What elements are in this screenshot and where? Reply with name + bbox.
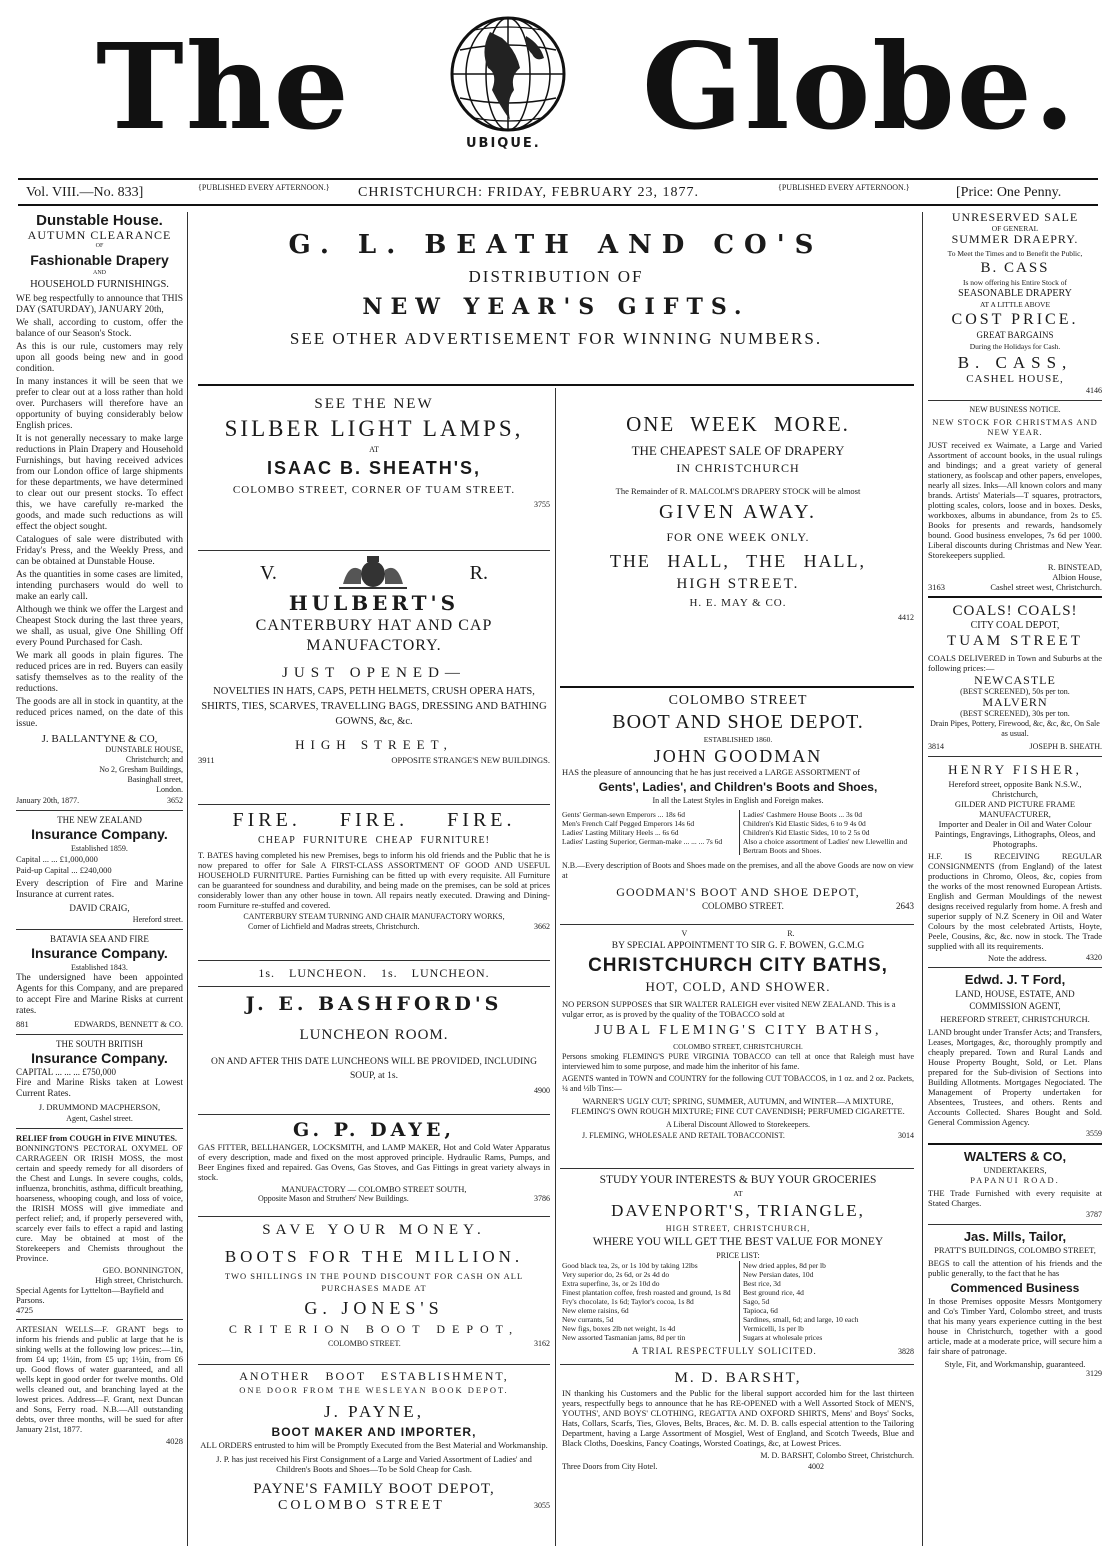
ad-paragraph: ARTESIAN WELLS—F. GRANT begs to inform his friends and public at large that he is sinking wells at the following low prices:—1in, from £4 up; 1½in, from £5 up; 1½in, from £6 up. Good flows of water guaranteed, and all wells kept in good order for twelve months. Old wells cleaned out, and branching layed at the lowest prices. Address—F. Grant, next Duncan and Sons, Ferry road. N.B.—All outstanding debts, over three months, will be sued for after January 21st, 1877. (16, 1324, 183, 1434)
ad-line: FOR ONE WEEK ONLY. (666, 530, 810, 544)
ad-title: Insurance Company. (31, 1050, 168, 1066)
ad-paragraph: Catalogues of sale were distributed with Friday's Press, and the Weekly Press, and can be obtained at Dunstable House. (16, 535, 183, 567)
ad-title: SAVE YOUR MONEY. (262, 1222, 486, 1238)
ad-address: HIGH STREET, CHRISTCHURCH, (665, 1224, 811, 1233)
ad-line: MALVERN (982, 695, 1048, 709)
royal-arms-icon (333, 556, 413, 590)
ad-name: J. PAYNE, (324, 1402, 424, 1421)
list-item: Gents' German-sewn Emperors ... 18s 6d (562, 810, 685, 819)
ad-paragraph: THE Trade Furnished with every requisite at Stated Charges. (928, 1188, 1102, 1208)
masthead-title-right: Globe. (642, 17, 1077, 156)
list-item: Men's French Calf Pegged Emperors 14s 6d (562, 819, 695, 828)
ad-address: HEREFORD STREET, CHRISTCHURCH. (940, 1014, 1090, 1024)
list-item: Also a choice assortment of Ladies' new Llewellin and Bertram Boots and Shoes. (743, 837, 908, 855)
ad-address: PRATT'S BUILDINGS, COLOMBO STREET, (934, 1245, 1096, 1255)
ad-capital: Capital ... ... £1,000,000 (16, 854, 98, 864)
list-item: Best rice, 3d (743, 1279, 781, 1288)
ad-line: CITY COAL DEPOT, (970, 620, 1060, 631)
ad-paragraph: ON AND AFTER THIS DATE LUNCHEONS WILL BE PROVIDED, INCLUDING SOUP, at 1s. (211, 1057, 537, 1081)
ad-subtitle: HOUSEHOLD FURNISHINGS. (30, 279, 169, 290)
ad-address: Hereford street. (132, 915, 183, 924)
ad-paragraph: J. P. has just received his First Consignment of a Large and Varied Assortment of Ladies' and Children's Boots and Shoes—To be Sold Cheap for Cash. (216, 1454, 532, 1474)
ad-line: BOOT MAKER AND IMPORTER, (271, 1425, 477, 1439)
ad-address: Cashel street west, Christchurch. (990, 582, 1102, 592)
masthead-title-left: The (96, 17, 351, 156)
ad-line: UNDERTAKERS, (983, 1165, 1047, 1175)
ad-number: 4002 (808, 1462, 824, 1471)
list-item: Sardines, small, 6d; and large, 10 each (743, 1315, 859, 1324)
ad-agent: EDWARDS, BENNETT & CO. (74, 1019, 183, 1029)
ad-address: HIGH STREET, (295, 737, 453, 752)
ad-name: HENRY FISHER, (948, 762, 1082, 777)
ad-bashford-luncheon (198, 964, 550, 1112)
ad-name: ISAAC B. SHEATH'S, (267, 458, 481, 478)
list-item: Good black tea, 2s, or 1s 10d by taking 12lbs (562, 1261, 698, 1270)
ad-capital: CAPITAL ... ... ... £750,000 (16, 1067, 116, 1077)
list-item: Children's Kid Elastic Sides, 6 to 9 4s 0d (743, 819, 866, 828)
ad-city-coal-depot (928, 602, 1102, 752)
ad-paragraph: TWO SHILLINGS IN THE POUND DISCOUNT FOR CASH ON ALL PURCHASES MADE AT (224, 1271, 524, 1293)
ad-line: SUMMER DRAEPRY. (951, 232, 1079, 246)
ad-line: IN CHRISTCHURCH (676, 461, 800, 475)
ad-name: G. P. DAYE, (292, 1119, 456, 1141)
ad-title: Insurance Company. (31, 826, 168, 842)
ad-sheath-lamps (198, 394, 550, 544)
ad-line: THE CHEAPEST SALE OF DRAPERY (631, 443, 845, 458)
ad-address: Corner of Lichfield and Madras streets, Christchurch. (248, 922, 420, 931)
list-item: New dried apples, 8d per lb (743, 1261, 826, 1270)
ad-number: 3828 (898, 1347, 914, 1356)
ad-goodman-boots (562, 692, 914, 920)
ad-line: A TRIAL RESPECTFULLY SOLICITED. (632, 1346, 817, 1356)
ad-paragraph: Importer and Dealer in Oil and Water Colour Paintings, Engravings, Lithographs, Oleos, and Photographs. (934, 819, 1096, 849)
ad-firm-name: J. BALLANTYNE & CO, (41, 733, 158, 745)
ad-line: WHERE YOU WILL GET THE BEST VALUE FOR MONEY (592, 1236, 884, 1248)
ad-paragraph: GAS FITTER, BELLHANGER, LOCKSMITH, and LAMP MAKER, Hot and Cold Water Apparatus of every description, made and fixed on the most approved principle. Hydraulic Rams, Pumps, and Beer Engines fixed and repaired. Gas Ovens, Gas Stoves, and Gas Fittings in great variety always in stock. (198, 1142, 550, 1182)
price-list (562, 810, 914, 855)
list-item: Ladies' Lasting Military Heels ... 6s 6d (562, 828, 679, 837)
ad-address: OPPOSITE STRANGE'S NEW BUILDINGS. (391, 755, 550, 765)
right-column (922, 212, 1102, 1546)
ad-line: PAYNE'S FAMILY BOOT DEPOT, (253, 1481, 495, 1497)
ad-paragraph: Although we think we offer the Largest and Cheapest Stock during the last three years, we shall, as usual, give One Shilling Off every Pound Purchased for Cash. (16, 605, 183, 648)
ad-subtitle: Fashionable Drapery (30, 252, 169, 268)
ad-date: January 20th, 1877. (16, 796, 80, 805)
price: [Price: One Penny. (956, 185, 1062, 200)
ad-number: 3055 (534, 1501, 550, 1510)
ad-name: B. CASS (980, 260, 1050, 276)
ad-line: LAND, HOUSE, ESTATE, AND COMMISSION AGENT, (955, 989, 1075, 1011)
ad-payne-boots (198, 1368, 550, 1544)
ad-address: High street, Christchurch. (95, 1275, 183, 1285)
ad-capital: Paid-up Capital ... £240,000 (16, 865, 112, 875)
ad-line: HOT, COLD, AND SHOWER. (645, 979, 831, 994)
ad-address: Albion House, (1052, 572, 1102, 582)
ad-paragraph: As the quantities in some cases are limited, intending purchasers would do well to make an early call. (16, 570, 183, 602)
ad-address: Hereford street, opposite Bank N.S.W., Christchurch, (948, 779, 1082, 799)
ad-line: GILDER AND PICTURE FRAME MANUFACTURER, (954, 799, 1076, 819)
ad-jones-boots (198, 1220, 550, 1362)
ad-paragraph: LAND brought under Transfer Acts; and Transfers, Leases, Mortgages, &c, thoroughly promptly and cheaply prepared. Town and Rural Lands and House Property Bought, Sold, or Let. Plans prepared for the Sub-division of Sections into Building Allotments. Mortgages Negociated. The Management of Property undertaken for Absentees, Trustees, and others. Rents and Accounts Collected. Shares Bought and Sold. General Commission Agency. (928, 1027, 1102, 1127)
ad-address: COLOMBO STREET, CORNER OF TUAM STREET. (232, 484, 516, 496)
ad-paragraph: Persons smoking FLEMING'S PURE VIRGINIA TOBACCO can tell at once that Raleigh must have interviewed him to some purpose, and made him the inheritor of his fame. (562, 1052, 914, 1071)
ad-title: UNRESERVED SALE (951, 212, 1079, 224)
ad-address: COLOMBO STREET. (702, 901, 784, 911)
ad-title: STUDY YOUR INTERESTS & BUY YOUR GROCERIES (599, 1174, 877, 1186)
list-item: New assorted Tasmanian jams, 8d per tin (562, 1333, 686, 1342)
ad-line: Style, Fit, and Workmanship, guaranteed. (944, 1359, 1086, 1369)
ad-paragraph: It is not generally necessary to make large reductions in Plain Drapery and Household Furnishings, but having received advices from our London office of large shipments for these departments, we have determined to clear out our present stocks. To effect this, we have carefully re-marked the goods, and made such reductions as will effect the object sought. (16, 434, 183, 532)
ad-line: ANOTHER BOOT ESTABLISHMENT, (239, 1369, 509, 1383)
ad-title: RELIEF from COUGH in FIVE MINUTES. (16, 1133, 178, 1143)
ad-signature: M. D. BARSHT, Colombo Street, Christchurch. (760, 1451, 914, 1460)
ad-line: SEE OTHER ADVERTISEMENT FOR WINNING NUMBERS. (289, 329, 823, 348)
list-item: Finest plantation coffee, fresh roasted and ground, 1s 8d (562, 1288, 731, 1297)
ad-line: BOOTS FOR THE MILLION. (224, 1247, 524, 1266)
ad-address: MANUFACTORY — COLOMBO STREET SOUTH, (281, 1184, 467, 1194)
ad-title: ONE WEEK MORE. (626, 412, 850, 436)
ad-subtitle: CHEAP FURNITURE CHEAP FURNITURE! (258, 835, 490, 846)
ad-paragraph: The undersigned have been appointed Agents for this Company, and are prepared to accept Fire and Marine Risks at current rates. (16, 973, 183, 1016)
list-item: Vermicelli, 1s per lb (743, 1324, 804, 1333)
issue-date: CHRISTCHURCH: FRIDAY, FEBRUARY 23, 1877. (358, 185, 699, 200)
list-item: New eleme raisins, 6d (562, 1306, 629, 1315)
ad-dunstable-house (16, 212, 183, 806)
ad-paragraph: WE beg respectfully to announce that THIS DAY (SATURDAY), JANUARY 20th, (16, 294, 183, 315)
ad-paragraph: Every description of Fire and Marine Insurance at current rates. (16, 879, 183, 900)
ad-paragraph: HAS the pleasure of announcing that he has just received a LARGE ASSORTMENT of (562, 767, 860, 777)
ad-address: London. (156, 785, 183, 794)
ad-number: 3652 (167, 796, 183, 805)
ad-connector: AND (93, 270, 106, 276)
ad-name: Jas. Mills, Tailor, (963, 1229, 1067, 1244)
ad-royal-initial: V. (260, 561, 277, 584)
list-item: Children's Kid Elastic Sides, 10 to 2 5s 0d (743, 828, 870, 837)
ad-address: Three Doors from City Hotel. (562, 1462, 658, 1471)
ad-established: Established 1859. (71, 844, 128, 853)
ad-mills-tailor (928, 1229, 1102, 1379)
ad-walters-undertakers (928, 1149, 1102, 1220)
ad-paragraph: BEGS to call the attention of his friends and the public generally, to the fact that he has (928, 1258, 1102, 1278)
ad-line: COLOMBO STREET (668, 693, 808, 708)
list-item: Fry's chocolate, 1s 6d; Taylor's cocoa, 1s 8d (562, 1297, 694, 1306)
list-item: New Persian dates, 10d (743, 1270, 814, 1279)
ad-line: NEWCASTLE (974, 673, 1056, 687)
ad-line: HIGH STREET. (676, 576, 800, 592)
ad-line: TUAM STREET (947, 633, 1083, 649)
published-note-left: {PUBLISHED EVERY AFTERNOON.} (198, 183, 330, 192)
ad-address: PAPANUI ROAD. (970, 1175, 1060, 1185)
list-item: New currants, 5d (562, 1315, 614, 1324)
list-item: Ladies' Cashmere House Boots ... 3s 0d (743, 810, 863, 819)
ad-address: Christchurch; and (125, 755, 183, 764)
ad-line: JUST OPENED— (282, 665, 466, 681)
ad-paragraph: NOVELTIES IN HATS, CAPS, PETH HELMETS, CRUSH OPERA HATS, SHIRTS, TIES, SCARVES, TRAVELLING BAGS, DRESSING AND BATHING GOWNS, &c, &c. (201, 686, 547, 727)
ad-south-british-insurance (16, 1039, 183, 1124)
ad-barsht-clothing (562, 1368, 914, 1546)
ad-number: 4028 (166, 1436, 183, 1446)
masthead-motto: UBIQUE. (466, 136, 541, 151)
price-list-left (562, 1261, 733, 1342)
ad-title: G. L. BEATH AND CO'S (288, 230, 824, 260)
ad-paragraph: Fire and Marine Risks taken at Lowest Current Rates. (16, 1078, 183, 1099)
ad-established: Established 1843. (71, 963, 128, 972)
ad-line: Note the address. (988, 953, 1047, 963)
ad-paragraph: AGENTS wanted in TOWN and COUNTRY for the following CUT TOBACCOS, in 1 oz. and 2 oz. Packets, ¼ and ½lb Tins:— (562, 1074, 914, 1093)
ad-line: Gents', Ladies', and Children's Boots and Shoes, (598, 780, 878, 794)
ad-line: OF GENERAL (991, 224, 1039, 233)
ad-address: Opposite Mason and Struthers' New Buildings. (258, 1194, 409, 1203)
price-list-right (739, 1261, 914, 1342)
ad-number: 3786 (534, 1194, 550, 1203)
ad-paragraph: T. BATES having completed his new Premises, begs to inform his old friends and the Public that he is now prepared to offer for Sale A FIRST-CLASS ASSORTMENT OF GOOD AND USEFUL HOUSEHOLD FURNITURE. Parties Furnishing can be fitted up with every requisite. All Furniture can be guaranteed for soundness and durability, and being made on the premises, can be sold at prices considerably lower than any other house in town. All repairs neatly executed. Drawing and Dining-room Furniture re-stuffed and covered. (198, 850, 550, 910)
ad-pectoral-oxymel (16, 1133, 183, 1315)
ad-kicker: BATAVIA SEA AND FIRE (50, 934, 149, 944)
ad-title: HULBERT'S (288, 591, 460, 615)
ad-title: 1s. LUNCHEON. 1s. LUNCHEON. (258, 966, 490, 980)
ad-line: Is now offering his Entire Stock of (962, 278, 1067, 287)
ad-address: CASHEL HOUSE, (966, 373, 1064, 385)
ad-number: 3662 (534, 922, 550, 931)
ad-royal-initial: V (681, 929, 688, 938)
ad-line: NEW YEAR'S GIFTS. (362, 294, 750, 320)
ad-agent: DAVID CRAIG, (69, 903, 130, 913)
ad-line: A Liberal Discount Allowed to Storekeepers. (666, 1120, 810, 1129)
ad-established: ESTABLISHED 1860. (703, 735, 773, 744)
ad-line: GIVEN AWAY. (658, 501, 818, 523)
ad-line: SEASONABLE DRAPERY (958, 288, 1072, 299)
ad-paragraph: The goods are all in stock in quantity, at the reduced prices named, on the date of this issue. (16, 697, 183, 729)
ad-name: M. D. BARSHT, (674, 1370, 802, 1386)
ad-number: 3814 (928, 742, 944, 751)
ad-name: G. JONES'S (304, 1298, 444, 1318)
ad-address: Basinghall street, (127, 775, 183, 784)
ad-paragraph: NO PERSON SUPPOSES that SIR WALTER RALEIGH ever visited NEW ZEALAND. This is a vulgar error, as is proved by the quality of the TOBACCO sold at (562, 999, 896, 1019)
published-note-right: {PUBLISHED EVERY AFTERNOON.} (778, 183, 910, 192)
list-item: Ladies' Lasting Superior, German-make ... ... ... 7s 6d (562, 837, 723, 846)
ad-name: JOHN GOODMAN (653, 746, 823, 766)
ad-address: DUNSTABLE HOUSE, (105, 745, 183, 754)
dateline (18, 178, 1098, 206)
ad-number: 3129 (1086, 1369, 1102, 1378)
list-item: New figs, boxes 2lb net weight, 1s 4d (562, 1324, 676, 1333)
ad-line: Commenced Business (950, 1281, 1080, 1295)
ad-name: Edwd. J. T Ford, (964, 972, 1066, 987)
volume-number: Vol. VIII.—No. 833] (26, 185, 144, 200)
ad-connector: AT (733, 1189, 743, 1198)
ad-title: NEW BUSINESS NOTICE. (969, 405, 1061, 414)
ad-nz-insurance (16, 815, 183, 925)
ad-name: DAVENPORT'S, TRIANGLE, (611, 1201, 865, 1220)
ad-paragraph: As this is our rule, customers may rely upon all goods being new and in good condition. (16, 342, 183, 374)
ad-line: DISTRIBUTION OF (468, 267, 644, 286)
ad-title: Insurance Company. (31, 945, 168, 961)
ad-kicker: THE SOUTH BRITISH (56, 1039, 143, 1049)
ad-paragraph: JUST received ex Waimate, a Large and Varied Assortment of account books, in the usual rulings and bindings; and a great variety of general stationery, as foolscap and other papers, envelopes, nearly all sizes. Inks—All known colors and many brands. Artists' Materials—T squares, protractors, plotting scales, colors, loose and in boxes. Desks, workboxes, albums in abundance, from 2s to £5. Books for presents and rewards, handsomely bound. Good business envelopes, 7s 6d per 1000. Liberal discounts during Christmas and New Year. Storekeepers supplied. (928, 440, 1102, 560)
ad-number: 881 (16, 1019, 29, 1029)
ad-firm-name: J. FLEMING, WHOLESALE AND RETAIL TOBACCONIST. (582, 1131, 785, 1140)
ad-kicker: THE NEW ZEALAND (57, 815, 142, 825)
ad-address: COLOMBO STREET (278, 1498, 445, 1513)
ad-may-drapery (562, 394, 914, 684)
ad-binstead-stationery (928, 405, 1102, 592)
ad-number: 3787 (1086, 1210, 1102, 1219)
ad-line: NEW STOCK FOR CHRISTMAS AND NEW YEAR. (932, 417, 1098, 437)
ad-address: COLOMBO STREET. (328, 1339, 401, 1348)
ad-title: FIRE. FIRE. FIRE. (232, 809, 516, 831)
globe-illustration (440, 10, 576, 160)
ad-line: To Meet the Times and to Benefit the Public, (947, 249, 1083, 258)
ad-paragraph: BONNINGTON'S PECTORAL OXYMEL OF CARRAGEEN OR IRISH MOSS, the most certain and speedy remedy for all disorders of the Chest and Lungs. In severe coughs, colds, influenza, bronchitis, asthma, difficult breathing, hoarseness, whooping cough, and loss of voice, the IRISH MOSS will give immediate and perfect relief; and, if properly persevered with, scarcely ever fails to effect a rapid and lasting cure. May be obtained at most of the Storekeepers and Chemists throughout the Province. (16, 1143, 183, 1263)
ad-title: BOOT AND SHOE DEPOT. (612, 711, 864, 733)
ad-paragraph: IN thanking his Customers and the Public for the liberal support accorded him for the last thirteen years, respectfully begs to announce that he has RE-OPENED with a Well Assorted Stock of MEN'S, YOUTHS', AND BOYS' CLOTHING, REGATTA AND OXFORD SHIRTS, Mens' and Boys' Socks, Hats, Collars, Scarfs, Ties, Gloves, Belts, Braces, &c. M. D. B. calls especial attention to the Tailoring Department, having a Large Assortment of Mosgiel, West of England, and Scotch Tweeds, Blue and Black Cloths, Doeskins, Fancy Coatings, Worsted Coatings, &c, at Lowest Prices. (562, 1388, 914, 1448)
ad-line: COST PRICE. (951, 311, 1079, 328)
ad-paragraph: Drain Pipes, Pottery, Firewood, &c, &c, &c, On Sale as usual. (930, 719, 1100, 738)
ad-cass-drapery (928, 212, 1102, 396)
ad-paragraph: We shall, according to custom, offer the balance of our Season's Stock. (16, 318, 183, 339)
ad-works: CANTERBURY STEAM TURNING AND CHAIR MANUFACTORY WORKS, (243, 912, 505, 921)
ad-line: JUBAL FLEMING'S CITY BATHS, (594, 1023, 882, 1038)
ad-line: In all the Latest Styles in English and Foreign makes. (652, 796, 824, 805)
ad-line: CRITERION BOOT DEPOT, (228, 1322, 520, 1336)
ad-connector: AT (369, 445, 379, 454)
ad-ford-land-agent (928, 972, 1102, 1139)
ad-fisher-gilder (928, 761, 1102, 963)
ad-number: 4320 (1086, 953, 1102, 962)
ad-number: 4900 (534, 1086, 550, 1095)
list-item: Sugars at wholesale prices (743, 1333, 823, 1342)
ad-artesian-wells (16, 1324, 183, 1446)
ad-number: 3559 (1086, 1129, 1102, 1138)
ad-line: SEE THE NEW (314, 396, 434, 412)
ad-agent: GEO. BONNINGTON, (102, 1265, 183, 1275)
ad-line: BY SPECIAL APPOINTMENT TO SIR G. F. BOWEN, G.C.M.G (611, 941, 865, 951)
ad-agent: J. DRUMMOND MACPHERSON, (38, 1102, 161, 1112)
ad-fire-furniture (198, 808, 550, 958)
ad-title: CHRISTCHURCH CITY BATHS, (588, 955, 888, 976)
ad-paragraph: H.F. IS RECEIVING REGULAR CONSIGNMENTS (from England) of the latest productions in Chromo, Oleos, &c, copies from the works of the most renowned European Artists. English and German Mouldings of the newest designs received regularly from home. A fresh and superior supply of N.Z Scenery in Oil and Water Colours by the most celebrated Artists, Hoyte, Peele, Cousins, &c, &c. now in stock. The Trade supplied with all its requirements. (928, 851, 1102, 951)
ad-number: 4146 (1086, 386, 1102, 395)
ad-paragraph: In those Premises opposite Messrs Montgomery and Co's Timber Yard, Colombo street, and trusts that his many years experience cutting in the best house in Christchurch, together with a good article, made at a moderate price, will secure him a fair share of patronage. (928, 1296, 1102, 1356)
ad-paragraph: WARNER'S UGLY CUT; SPRING, SUMMER, AUTUMN, and WINTER—A MIXTURE, FLEMING'S OWN ROUGH MIXTURE; FINE CUT CAVENDISH; PERFUMED CIGARETTE. (571, 1096, 905, 1116)
list-item: Extra superfine, 3s, or 2s 10d do (562, 1279, 660, 1288)
middle-columns (194, 212, 918, 1546)
ad-number: 3163 (928, 582, 945, 592)
ad-special-agents: Special Agents for Lyttelton—Bayfield and Parsons. (16, 1285, 164, 1305)
ad-daye-gasfitter (198, 1118, 550, 1214)
price-list-right (739, 810, 914, 855)
ad-hulbert-hats (198, 556, 550, 802)
ad-number: 3162 (534, 1339, 550, 1348)
ad-line: PRICE LIST: (716, 1251, 760, 1260)
ad-paragraph: In many instances it will be seen that we prefer to clear out at a loss rather than hold over. Purchasers will therefore have an opportunity of buying considerably below English prices. (16, 377, 183, 431)
left-column (16, 212, 188, 1546)
ad-line: GREAT BARGAINS (976, 330, 1054, 340)
ad-line: THE HALL, THE HALL, (609, 551, 867, 571)
list-item: Very superior do, 2s 6d, or 2s 4d do (562, 1270, 670, 1279)
list-item: Best ground rice, 4d (743, 1288, 804, 1297)
ad-city-baths (562, 928, 914, 1166)
ad-firm-name: R. BINSTEAD, (1047, 562, 1102, 572)
ad-number: 3755 (534, 500, 550, 509)
ad-beath-new-year (194, 230, 918, 380)
ad-name: WALTERS & CO, (963, 1149, 1067, 1164)
ad-royal-initial: R. (469, 561, 488, 584)
price-list (562, 1261, 914, 1342)
list-item: Tapioca, 6d (743, 1306, 778, 1315)
ad-line: MANUFACTORY. (306, 637, 442, 654)
ad-number: 3014 (898, 1131, 914, 1140)
ad-davenport-groceries (562, 1172, 914, 1362)
masthead (0, 0, 1114, 172)
ad-number: 2643 (896, 901, 914, 911)
ad-line: GOODMAN'S BOOT AND SHOE DEPOT, (616, 885, 860, 899)
ad-line: During the Holidays for Cash. (969, 342, 1061, 351)
ad-number: 3911 (198, 755, 215, 765)
ad-line: (BEST SCREENED), 50s per ton. (960, 687, 1070, 696)
ad-paragraph: COALS DELIVERED in Town and Suburbs at the following prices:— (928, 653, 1102, 673)
ad-name: B. CASS, (957, 353, 1073, 372)
ad-batavia-insurance (16, 934, 183, 1030)
ad-address: COLOMBO STREET, CHRISTCHURCH. (673, 1042, 803, 1051)
price-list-left (562, 810, 733, 855)
ad-line: AT A LITTLE ABOVE (979, 300, 1051, 309)
ad-address: Agent, Cashel street. (66, 1114, 133, 1123)
ad-title: SILBER LIGHT LAMPS, (224, 416, 524, 441)
ad-firm-name: JOSEPH B. SHEATH. (1029, 742, 1102, 751)
ad-paragraph: N.B.—Every description of Boots and Shoes made on the premises, and all the above Goods are now on view at (562, 861, 914, 880)
list-item: Sago, 5d (743, 1297, 770, 1306)
ad-subtitle: AUTUMN CLEARANCE (27, 228, 172, 242)
ad-line: (BEST SCREENED), 30s per ton. (960, 709, 1070, 718)
ad-address: No 2, Gresham Buildings, (99, 765, 183, 774)
ad-line: ONE DOOR FROM THE WESLEYAN BOOK DEPOT. (239, 1385, 509, 1395)
ad-title: COALS! COALS! (952, 603, 1078, 619)
ad-paragraph: ALL ORDERS entrusted to him will be Promptly Executed from the Best Material and Workmanship. (200, 1440, 548, 1450)
ad-line: CANTERBURY HAT AND CAP (255, 617, 493, 634)
ad-royal-initial: R. (787, 929, 795, 938)
ad-firm-name: H. E. MAY & CO. (689, 597, 787, 609)
ad-number: 4725 (16, 1305, 33, 1315)
ad-paragraph: The Remainder of R. MALCOLM'S DRAPERY STOCK will be almost (615, 486, 861, 496)
ad-name: J. E. BASHFORD'S (245, 993, 503, 1015)
ad-title: Dunstable House. (36, 212, 163, 229)
ad-paragraph: We mark all goods in plain figures. The reduced prices are in red. Buyers can easily satisfy themselves as to the reality of the reductions. (16, 651, 183, 694)
ad-line: LUNCHEON ROOM. (299, 1027, 449, 1043)
ad-connector: OF (95, 243, 104, 249)
ad-number: 4412 (898, 613, 914, 622)
